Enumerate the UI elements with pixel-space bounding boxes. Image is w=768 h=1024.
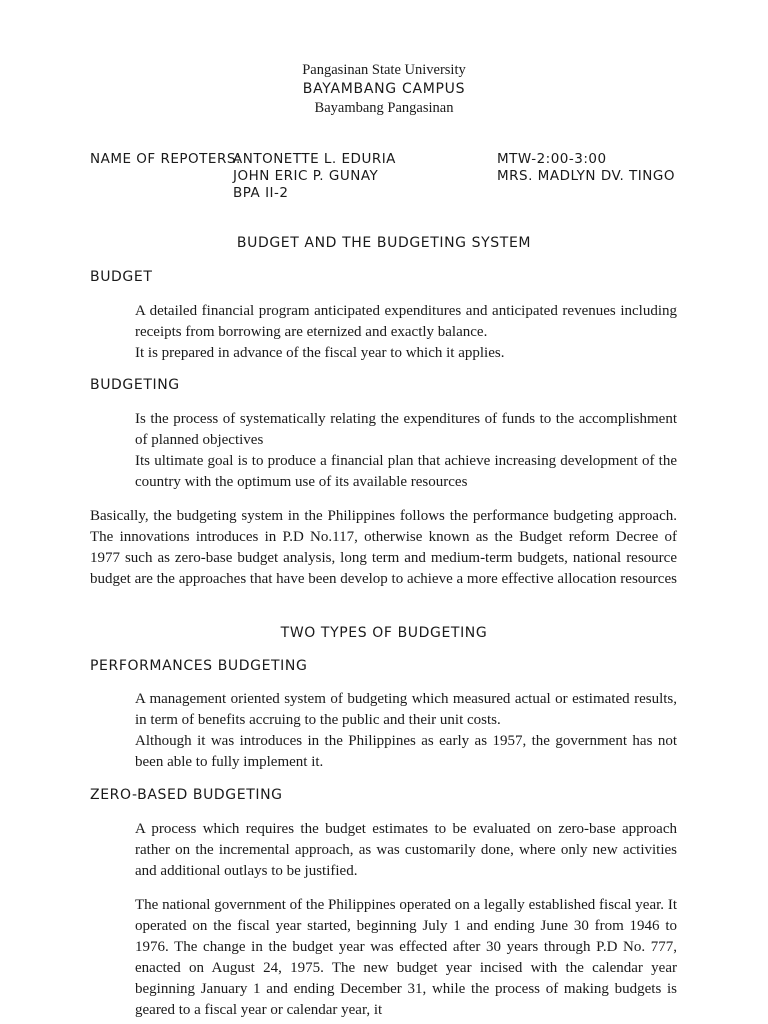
budgeting-heading: BUDGETING [90,377,180,393]
campus-name: BAYAMBANG CAMPUS [302,81,466,97]
performance-heading: PERFORMANCES BUDGETING [90,658,308,674]
basically-paragraph: Basically, the budgeting system in the Philippines follows the performance budgeting approach. The innovations introduces in P.D No.117, otherwise known as the Budget reform Decree of 1977 such as zero-base budget analysis, long term and medium-term budgets, national resource budget are the approaches that have been develop to achieve a more effective allocation resources [90,508,677,587]
campus-location: Bayambang Pangasinan [314,100,454,116]
budgeting-bullet-1: Is the process of systematically relating the expenditures of funds to the accomplishment of planned objectives [135,411,677,448]
budget-bullet-2: It is prepared in advance of the fiscal year to which it applies. [135,345,505,361]
two-types-heading: TWO TYPES OF BUDGETING [280,625,488,641]
university-name: Pangasinan State University [302,62,466,78]
budget-heading: BUDGET [90,269,153,285]
fiscal-year-paragraph: The national government of the Philippines operated on a legally established fiscal year. It operated on the fiscal year started, beginning July 1 and ending June 30 from 1946 to 1976. The change in the budget year was effected after 30 years through P.D No. 777, enacted on August 24, 1975. The new budget year incised with the calendar year beginning January 1 and ending December 31, while the process of making budgets is geared to a fiscal year or calendar year, it [135,897,677,1018]
zero-based-bullet-1: A process which requires the budget estimates to be evaluated on zero-base approach rather on the incremental approach, as was customarily done, where only new activities and additional outlays to be justified. [135,821,677,879]
performance-bullet-2: Although it was introduces in the Philippines as early as 1957, the government has not been able to fully implement it. [135,733,677,770]
performance-bullet-1: A management oriented system of budgeting which measured actual or estimated results, in term of benefits accruing to the public and their unit costs. [135,691,677,728]
reporters-label: NAME OF REPOTERS: [90,151,241,167]
reporter-name-2: JOHN ERIC P. GUNAY [233,168,379,184]
schedule-text: MTW-2:00-3:00 [497,151,607,167]
zero-based-heading: ZERO-BASED BUDGETING [90,787,283,803]
budgeting-bullet-2: Its ultimate goal is to produce a financial plan that achieve increasing development of the country with the optimum use of its available resources [135,453,677,490]
budget-bullet-1: A detailed financial program anticipated expenditures and anticipated revenues including receipts from borrowing are eternized and exactly balance. [135,303,677,340]
document-title: BUDGET AND THE BUDGETING SYSTEM [236,235,532,251]
reporter-name-1: ANTONETTE L. EDURIA [233,151,396,167]
instructor-name: MRS. MADLYN DV. TINGO [497,168,675,184]
section-label: BPA II-2 [233,185,289,201]
